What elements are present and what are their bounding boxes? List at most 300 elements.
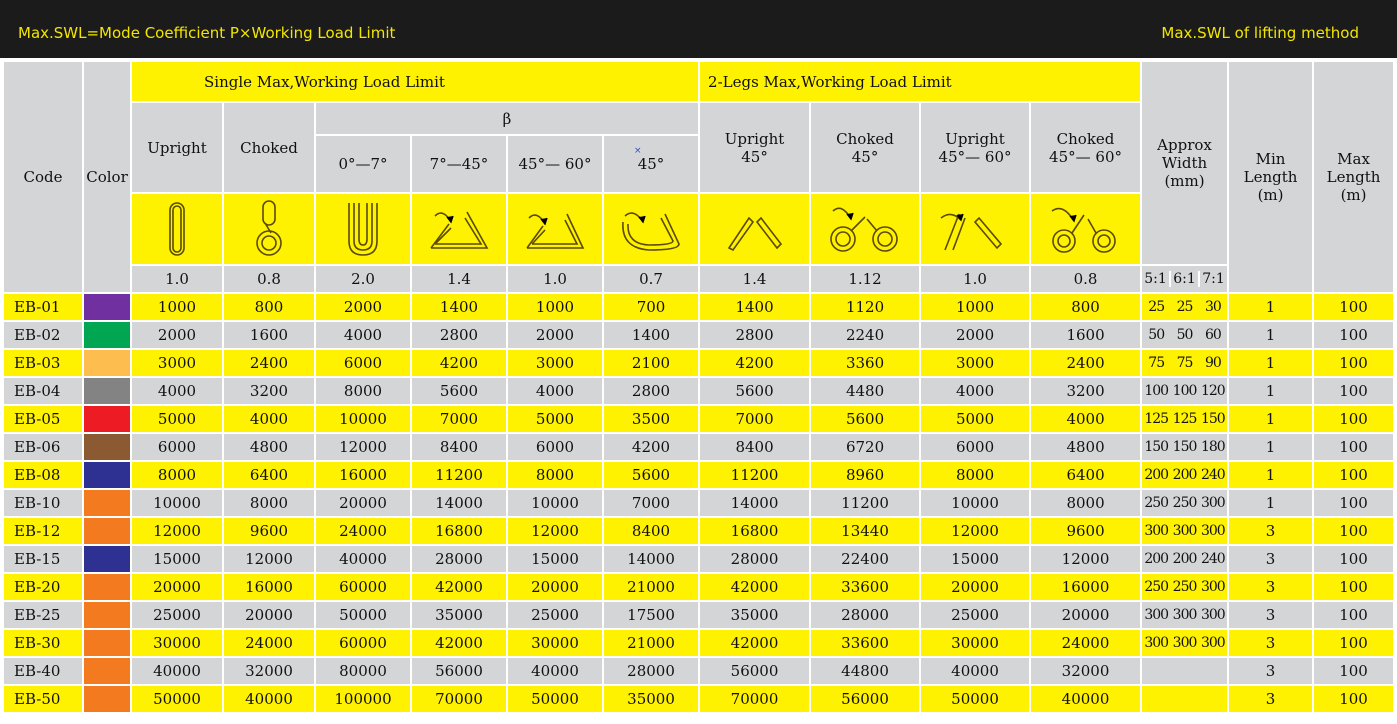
icon-cell	[603, 193, 699, 265]
width-value: 75	[1148, 355, 1165, 371]
load-cell: 8400	[603, 517, 699, 545]
table-row	[3, 545, 1394, 573]
load-cell: 700	[603, 293, 699, 321]
width-value: 300	[1144, 607, 1169, 623]
min-length-cell: 1	[1228, 377, 1313, 405]
table-row	[3, 405, 1394, 433]
color-swatch	[83, 517, 131, 545]
width-value: 300	[1144, 523, 1169, 539]
width-value: 300	[1172, 635, 1197, 651]
load-cell: 50000	[507, 685, 603, 713]
choked-45-60-l1: Choked	[1056, 129, 1115, 148]
width-value: 300	[1144, 635, 1169, 651]
load-cell: 21000	[603, 629, 699, 657]
color-swatch	[83, 657, 131, 685]
color-swatch	[83, 573, 131, 601]
table-row	[3, 517, 1394, 545]
min-length-cell: 3	[1228, 685, 1313, 713]
color-swatch	[83, 461, 131, 489]
load-cell: 12000	[315, 433, 411, 461]
load-cell: 11200	[810, 489, 920, 517]
load-cell: 32000	[1030, 657, 1141, 685]
color-swatch	[83, 685, 131, 713]
load-cell: 17500	[603, 601, 699, 629]
width-value: 100	[1144, 383, 1169, 399]
mode-coefficient-cell: 2.0	[315, 265, 411, 293]
width-value: 200	[1172, 467, 1197, 483]
load-cell: 11200	[411, 461, 507, 489]
mode-coefficient-cell: 1.0	[507, 265, 603, 293]
load-cell: 4000	[131, 377, 223, 405]
width-cell	[1141, 433, 1228, 461]
code-cell: EB-25	[3, 601, 83, 629]
load-cell: 11200	[699, 461, 810, 489]
load-cell: 56000	[699, 657, 810, 685]
load-cell: 40000	[315, 545, 411, 573]
load-cell: 5000	[507, 405, 603, 433]
load-cell: 40000	[507, 657, 603, 685]
load-cell: 4200	[603, 433, 699, 461]
load-cell: 2240	[810, 321, 920, 349]
table-row	[3, 489, 1394, 517]
choked-45-l1: Choked	[836, 129, 894, 148]
load-cell: 14000	[699, 489, 810, 517]
load-cell: 4000	[1030, 405, 1141, 433]
load-cell: 7000	[603, 489, 699, 517]
load-cell: 22400	[810, 545, 920, 573]
approx-width-l2: Width	[1161, 154, 1208, 172]
max-length-cell: 100	[1313, 517, 1394, 545]
load-cell: 8000	[920, 461, 1030, 489]
code-cell: EB-10	[3, 489, 83, 517]
mode-coefficient-cell: 1.4	[411, 265, 507, 293]
max-length-l3: (m)	[1340, 186, 1367, 204]
vertical-loop-icon	[162, 199, 192, 259]
color-swatch	[83, 545, 131, 573]
table-row	[3, 433, 1394, 461]
code-cell: EB-12	[3, 517, 83, 545]
load-cell: 16800	[411, 517, 507, 545]
width-value: 250	[1172, 579, 1197, 595]
width-cell	[1141, 321, 1228, 349]
load-cell: 15000	[920, 545, 1030, 573]
two-leg-choked-icon	[825, 201, 905, 257]
load-cell: 60000	[315, 573, 411, 601]
load-cell: 20000	[131, 573, 223, 601]
load-cell: 21000	[603, 573, 699, 601]
width-value: 25	[1148, 299, 1165, 315]
load-cell: 1120	[810, 293, 920, 321]
width-value: 150	[1200, 411, 1225, 427]
load-cell: 8000	[131, 461, 223, 489]
width-value: 75	[1176, 355, 1193, 371]
icon-cell	[810, 193, 920, 265]
width-value: 300	[1200, 635, 1225, 651]
load-cell: 2800	[411, 321, 507, 349]
load-cell: 2400	[1030, 349, 1141, 377]
load-cell: 10000	[131, 489, 223, 517]
width-cell	[1141, 629, 1228, 657]
width-value: 200	[1144, 551, 1169, 567]
mode-coefficient-cell: 1.0	[131, 265, 223, 293]
safety-ratio-header	[1141, 265, 1228, 293]
code-cell: EB-30	[3, 629, 83, 657]
load-cell: 3360	[810, 349, 920, 377]
load-cell: 1400	[699, 293, 810, 321]
load-cell: 33600	[810, 573, 920, 601]
mode-coefficient-cell: 0.8	[1030, 265, 1141, 293]
load-cell: 4000	[507, 377, 603, 405]
beta-header: β	[315, 102, 699, 135]
width-value: 300	[1200, 523, 1225, 539]
choked-45-60-l2: 45°— 60°	[1049, 147, 1122, 166]
width-value: 200	[1144, 467, 1169, 483]
load-cell: 33600	[810, 629, 920, 657]
load-cell: 12000	[131, 517, 223, 545]
load-cell: 28000	[699, 545, 810, 573]
load-cell: 8000	[507, 461, 603, 489]
max-length-cell: 100	[1313, 685, 1394, 713]
load-cell: 5000	[920, 405, 1030, 433]
icon-cell	[315, 193, 411, 265]
code-cell: EB-02	[3, 321, 83, 349]
load-cell: 4800	[1030, 433, 1141, 461]
basket-wide-icon	[619, 204, 683, 254]
width-cell	[1141, 377, 1228, 405]
width-value: 240	[1200, 551, 1225, 567]
icon-cell	[1030, 193, 1141, 265]
load-cell: 16000	[223, 573, 315, 601]
load-cell: 25000	[507, 601, 603, 629]
load-cell: 3000	[920, 349, 1030, 377]
load-cell: 20000	[223, 601, 315, 629]
code-cell: EB-03	[3, 349, 83, 377]
mode-coefficient-cell: 0.8	[223, 265, 315, 293]
approx-width-l1: Approx	[1157, 136, 1212, 154]
min-length-cell: 1	[1228, 349, 1313, 377]
choked-45-l2: 45°	[851, 147, 879, 166]
load-cell: 4000	[223, 405, 315, 433]
approx-width-l3: (mm)	[1164, 172, 1205, 190]
mode-coefficient-cell: 1.12	[810, 265, 920, 293]
load-cell: 42000	[699, 629, 810, 657]
min-length-cell: 3	[1228, 629, 1313, 657]
table-row	[3, 601, 1394, 629]
upright-45-60-header	[920, 102, 1030, 193]
two-leg-choked-angle-icon	[1046, 201, 1126, 257]
load-cell: 3000	[131, 349, 223, 377]
load-cell: 2400	[223, 349, 315, 377]
code-cell: EB-50	[3, 685, 83, 713]
width-value: 25	[1176, 299, 1193, 315]
upright-45-header	[699, 102, 810, 193]
load-cell: 20000	[315, 489, 411, 517]
load-cell: 4480	[810, 377, 920, 405]
load-cell: 4000	[920, 377, 1030, 405]
load-cell: 12000	[223, 545, 315, 573]
code-header: Code	[3, 61, 83, 293]
load-cell: 3500	[603, 405, 699, 433]
width-value: 240	[1200, 467, 1225, 483]
load-cell: 56000	[411, 657, 507, 685]
icon-cell	[699, 193, 810, 265]
code-cell: EB-40	[3, 657, 83, 685]
width-cell	[1141, 489, 1228, 517]
icon-cell	[507, 193, 603, 265]
load-cell: 4200	[699, 349, 810, 377]
width-value: 100	[1172, 383, 1197, 399]
min-length-cell: 3	[1228, 517, 1313, 545]
width-value: 300	[1172, 523, 1197, 539]
single-group-header: Single Max,Working Load Limit	[131, 61, 699, 102]
two-leg-upright-angle-icon	[935, 204, 1015, 254]
load-cell: 20000	[1030, 601, 1141, 629]
min-length-cell: 1	[1228, 489, 1313, 517]
width-value: 300	[1200, 607, 1225, 623]
load-cell: 7000	[699, 405, 810, 433]
load-cell: 42000	[411, 629, 507, 657]
min-length-cell: 3	[1228, 601, 1313, 629]
width-value: 125	[1172, 411, 1197, 427]
load-cell: 5600	[810, 405, 920, 433]
load-cell: 6000	[920, 433, 1030, 461]
load-cell: 2100	[603, 349, 699, 377]
load-cell: 14000	[603, 545, 699, 573]
load-cell: 1400	[603, 321, 699, 349]
load-cell: 24000	[223, 629, 315, 657]
max-length-cell: 100	[1313, 377, 1394, 405]
u-basket-icon	[343, 199, 383, 259]
max-length-l1: Max	[1337, 150, 1370, 168]
load-cell: 1000	[920, 293, 1030, 321]
table-row	[3, 293, 1394, 321]
color-swatch	[83, 629, 131, 657]
width-cell	[1141, 461, 1228, 489]
load-cell: 15000	[507, 545, 603, 573]
width-cell	[1141, 685, 1228, 713]
code-cell: EB-08	[3, 461, 83, 489]
load-cell: 9600	[1030, 517, 1141, 545]
width-cell	[1141, 573, 1228, 601]
load-cell: 30000	[507, 629, 603, 657]
max-length-cell: 100	[1313, 461, 1394, 489]
load-cell: 12000	[507, 517, 603, 545]
max-length-header	[1313, 61, 1394, 293]
max-length-cell: 100	[1313, 405, 1394, 433]
max-length-cell: 100	[1313, 321, 1394, 349]
load-cell: 4200	[411, 349, 507, 377]
load-limit-table	[2, 60, 1395, 714]
min-length-cell: 3	[1228, 573, 1313, 601]
choked-45-60-header	[1030, 102, 1141, 193]
upright-45-60-l2: 45°— 60°	[938, 147, 1012, 166]
mode-coefficient-cell: 0.7	[603, 265, 699, 293]
approx-width-header	[1141, 61, 1228, 265]
two-legs-group-header: 2-Legs Max,Working Load Limit	[699, 61, 1141, 102]
upright-header: Upright	[131, 102, 223, 193]
table-row	[3, 657, 1394, 685]
load-cell: 16000	[315, 461, 411, 489]
load-cell: 40000	[920, 657, 1030, 685]
max-length-cell: 100	[1313, 601, 1394, 629]
load-cell: 30000	[920, 629, 1030, 657]
icon-cell	[131, 193, 223, 265]
beta-0-7-header: 0°—7°	[315, 135, 411, 193]
load-cell: 7000	[411, 405, 507, 433]
max-length-cell: 100	[1313, 433, 1394, 461]
load-cell: 10000	[315, 405, 411, 433]
color-swatch	[83, 601, 131, 629]
basket-45-60-icon	[523, 204, 587, 254]
width-value: 300	[1172, 607, 1197, 623]
width-value: 50	[1148, 327, 1165, 343]
load-cell: 15000	[131, 545, 223, 573]
width-value: 250	[1144, 579, 1169, 595]
icon-cell	[411, 193, 507, 265]
load-cell: 3200	[223, 377, 315, 405]
color-swatch	[83, 433, 131, 461]
mode-coefficient-cell: 1.4	[699, 265, 810, 293]
load-cell: 70000	[411, 685, 507, 713]
load-cell: 50000	[315, 601, 411, 629]
load-cell: 8000	[1030, 489, 1141, 517]
width-value: 50	[1176, 327, 1193, 343]
width-cell	[1141, 405, 1228, 433]
load-cell: 1600	[223, 321, 315, 349]
load-cell: 2000	[507, 321, 603, 349]
min-length-l2: Length	[1243, 168, 1298, 186]
load-cell: 16800	[699, 517, 810, 545]
load-cell: 2000	[315, 293, 411, 321]
load-cell: 50000	[131, 685, 223, 713]
load-cell: 5600	[699, 377, 810, 405]
width-value: 300	[1200, 495, 1225, 511]
choked-45-header	[810, 102, 920, 193]
safety-ratio: 6:1	[1171, 271, 1200, 287]
load-cell: 80000	[315, 657, 411, 685]
load-cell: 800	[1030, 293, 1141, 321]
width-value: 150	[1144, 439, 1169, 455]
width-value: 150	[1172, 439, 1197, 455]
load-cell: 6000	[315, 349, 411, 377]
method-title: Max.SWL of lifting method	[1161, 24, 1359, 42]
width-cell	[1141, 349, 1228, 377]
mode-coefficient-cell: 1.0	[920, 265, 1030, 293]
load-cell: 5600	[411, 377, 507, 405]
width-cell	[1141, 517, 1228, 545]
min-length-l1: Min	[1255, 150, 1286, 168]
load-cell: 4800	[223, 433, 315, 461]
code-cell: EB-04	[3, 377, 83, 405]
load-cell: 60000	[315, 629, 411, 657]
load-cell: 25000	[920, 601, 1030, 629]
load-cell: 2800	[603, 377, 699, 405]
load-cell: 3000	[507, 349, 603, 377]
color-header: Color	[83, 61, 131, 293]
load-cell: 24000	[315, 517, 411, 545]
min-length-cell: 1	[1228, 405, 1313, 433]
min-length-cell: 1	[1228, 293, 1313, 321]
table-row	[3, 629, 1394, 657]
code-cell: EB-05	[3, 405, 83, 433]
color-swatch	[83, 377, 131, 405]
load-cell: 3200	[1030, 377, 1141, 405]
beta-mark: ×	[634, 146, 642, 156]
upright-45-l1: Upright	[724, 129, 785, 148]
table-row	[3, 461, 1394, 489]
load-cell: 13440	[810, 517, 920, 545]
load-cell: 8000	[223, 489, 315, 517]
load-cell: 42000	[411, 573, 507, 601]
color-swatch	[83, 349, 131, 377]
width-value: 300	[1200, 579, 1225, 595]
load-cell: 6720	[810, 433, 920, 461]
min-length-cell: 1	[1228, 321, 1313, 349]
load-cell: 8400	[699, 433, 810, 461]
two-leg-upright-icon	[723, 204, 787, 254]
width-value: 60	[1204, 327, 1221, 343]
max-length-cell: 100	[1313, 573, 1394, 601]
min-length-header	[1228, 61, 1313, 293]
min-length-cell: 3	[1228, 657, 1313, 685]
beta-45-label: 45°	[637, 155, 665, 173]
load-cell: 100000	[315, 685, 411, 713]
width-value: 250	[1172, 495, 1197, 511]
load-cell: 16000	[1030, 573, 1141, 601]
load-cell: 12000	[1030, 545, 1141, 573]
width-cell	[1141, 601, 1228, 629]
load-cell: 5000	[131, 405, 223, 433]
choked-header: Choked	[223, 102, 315, 193]
load-cell: 35000	[699, 601, 810, 629]
color-swatch	[83, 293, 131, 321]
load-cell: 2800	[699, 321, 810, 349]
load-cell: 6400	[223, 461, 315, 489]
width-value: 180	[1200, 439, 1225, 455]
load-cell: 42000	[699, 573, 810, 601]
icon-cell	[223, 193, 315, 265]
table-row	[3, 573, 1394, 601]
load-cell: 40000	[131, 657, 223, 685]
safety-ratio: 7:1	[1202, 271, 1225, 287]
choke-hitch-icon	[251, 199, 287, 259]
table-row	[3, 349, 1394, 377]
width-value: 250	[1144, 495, 1169, 511]
color-swatch	[83, 489, 131, 517]
load-cell: 9600	[223, 517, 315, 545]
load-cell: 25000	[131, 601, 223, 629]
load-cell: 28000	[810, 601, 920, 629]
width-cell	[1141, 545, 1228, 573]
width-cell	[1141, 293, 1228, 321]
load-cell: 24000	[1030, 629, 1141, 657]
max-length-cell: 100	[1313, 293, 1394, 321]
safety-ratio: 5:1	[1142, 271, 1171, 287]
icon-cell	[920, 193, 1030, 265]
formula-title: Max.SWL=Mode Coefficient P×Working Load Limit	[18, 24, 396, 42]
width-value: 30	[1204, 299, 1221, 315]
max-length-cell: 100	[1313, 657, 1394, 685]
load-cell: 10000	[507, 489, 603, 517]
width-value: 200	[1172, 551, 1197, 567]
code-cell: EB-06	[3, 433, 83, 461]
load-cell: 6400	[1030, 461, 1141, 489]
beta-45-header	[603, 135, 699, 193]
max-length-cell: 100	[1313, 545, 1394, 573]
load-cell: 6000	[507, 433, 603, 461]
load-cell: 1000	[507, 293, 603, 321]
load-cell: 1400	[411, 293, 507, 321]
